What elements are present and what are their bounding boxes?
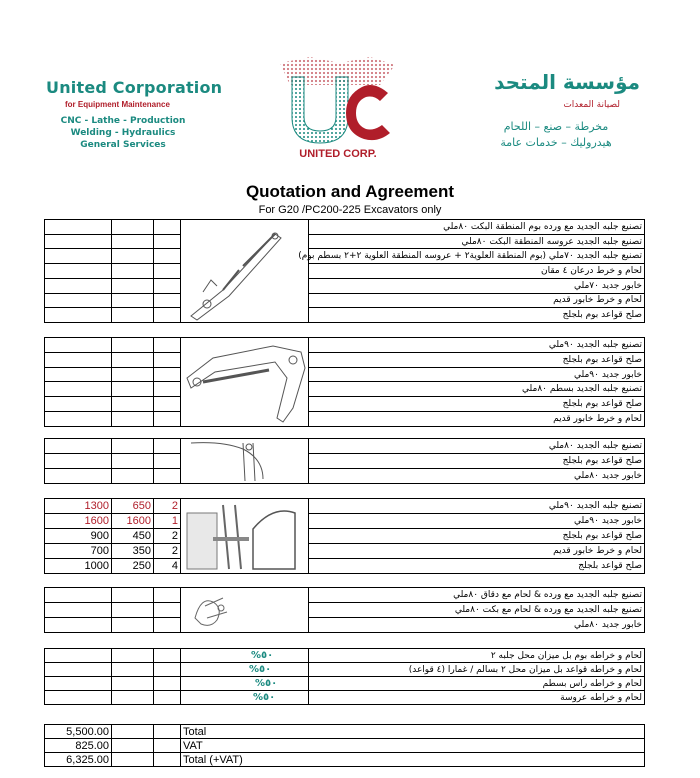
- item-description: تصنيع جلبه الجديد بسطم ٨٠ملي: [309, 382, 645, 397]
- quantity: [154, 588, 181, 603]
- quantity: [154, 249, 181, 264]
- table-row: [45, 264, 645, 279]
- unit-price: [112, 249, 154, 264]
- line-total: [45, 220, 112, 235]
- table-row: [45, 588, 645, 603]
- item-description: خابور جديد ٨٠ملي: [309, 469, 645, 484]
- item-description: تصنيع جلبه الجديد ٧٠ملي (بوم المنطقة العلوية٢ + عروسه المنطقة العلوية ٢+٢ بسطم بوم): [309, 249, 645, 264]
- quantity: [154, 338, 181, 353]
- unit-price: 350: [112, 544, 154, 559]
- quantity: [154, 382, 181, 397]
- quantity: [154, 397, 181, 412]
- table-row: [45, 544, 645, 559]
- company-name-ar: مؤسسة المتحد: [494, 70, 640, 94]
- line-total: [45, 264, 112, 279]
- line-total: 900: [45, 529, 112, 544]
- services-line-ar: مخرطة – صنع – اللحام: [503, 120, 609, 133]
- unit-price: [112, 220, 154, 235]
- table-row: [45, 499, 645, 514]
- unit-price: 450: [112, 529, 154, 544]
- total-amount: 5,500.00: [45, 725, 112, 739]
- item-description: تصنيع جلبه الجديد مع ورده بوم المنطقة البكت ٨٠ملي: [309, 220, 645, 235]
- discount-percent: %٥٠: [251, 649, 274, 661]
- discount-description: لحام و خراطه بوم بل ميزان محل جلبه ٢: [309, 649, 645, 663]
- line-total: [45, 308, 112, 323]
- quantity: [154, 293, 181, 308]
- grand-total-label: Total (+VAT): [181, 753, 645, 767]
- table-row: [45, 439, 645, 454]
- quote-section-priced: [44, 498, 645, 574]
- boom-drawing: [181, 220, 309, 323]
- line-total: [45, 382, 112, 397]
- table-row: [45, 663, 645, 677]
- item-description: تصنيع جلبه الجديد مع ورده & لحام مع دقاق ٨٠ملي: [309, 588, 645, 603]
- table-row: [45, 367, 645, 382]
- unit-price: [112, 382, 154, 397]
- discount-description: لحام و خراطه عروسة: [309, 691, 645, 705]
- line-total: 1600: [45, 514, 112, 529]
- unit-price: [112, 618, 154, 633]
- line-total: [45, 234, 112, 249]
- item-description: خابور جديد ٩٠ملي: [309, 367, 645, 382]
- line-total: [45, 367, 112, 382]
- table-row: [45, 677, 645, 691]
- discount-percent: %٥٠: [249, 663, 272, 675]
- item-description: خابور جديد ٧٠ملي: [309, 278, 645, 293]
- line-total: [45, 293, 112, 308]
- quantity: [154, 454, 181, 469]
- line-total: [45, 603, 112, 618]
- quantity: [154, 412, 181, 427]
- table-row: [45, 691, 645, 705]
- quote-section: [44, 438, 645, 484]
- line-total: [45, 352, 112, 367]
- table-row: [45, 559, 645, 574]
- line-total: [45, 338, 112, 353]
- unit-price: [112, 293, 154, 308]
- quote-section: [44, 337, 645, 427]
- quantity: 2: [154, 499, 181, 514]
- services-line-en: General Services: [80, 140, 166, 150]
- table-row: [45, 220, 645, 235]
- line-total: [45, 618, 112, 633]
- quantity: 2: [154, 544, 181, 559]
- item-description: تصنيع جلبه الجديد ٩٠ملي: [309, 338, 645, 353]
- logo-text: UNITED CORP.: [299, 148, 377, 160]
- unit-price: [112, 308, 154, 323]
- quantity: [154, 618, 181, 633]
- table-row: [45, 618, 645, 633]
- unit-price: [112, 603, 154, 618]
- table-row: [45, 293, 645, 308]
- table-row: [45, 603, 645, 618]
- quantity: [154, 469, 181, 484]
- item-description: تصنيع جلبه الجديد ٨٠ملي: [309, 439, 645, 454]
- unit-price: [112, 454, 154, 469]
- item-description: خابور جديد ٩٠ملي: [309, 514, 645, 529]
- quantity: [154, 308, 181, 323]
- discount-description: لحام و خراطه قواعد بل ميزان محل ٢ بسالم / غمارا (٤ قواعد): [309, 663, 645, 677]
- discount-description: لحام و خراطه راس بسطم: [309, 677, 645, 691]
- table-row: [45, 278, 645, 293]
- line-total: 1300: [45, 499, 112, 514]
- quote-section: [44, 219, 645, 323]
- document-subtitle: For G20 /PC200-225 Excavators only: [258, 204, 442, 216]
- vat-label: VAT: [181, 739, 645, 753]
- quantity: 1: [154, 514, 181, 529]
- table-row: [45, 234, 645, 249]
- totals-table: [44, 724, 645, 767]
- table-row: [45, 725, 645, 739]
- table-row: [45, 249, 645, 264]
- item-description: صلح قواعد بوم بلجلج: [309, 397, 645, 412]
- table-row: [45, 753, 645, 767]
- item-description: تصنيع جلبه الجديد ٩٠ملي: [309, 499, 645, 514]
- item-description: لحام و خرط خابور قديم: [309, 544, 645, 559]
- item-description: صلح قواعد بوم بلجلج: [309, 308, 645, 323]
- unit-price: [112, 264, 154, 279]
- quantity: [154, 603, 181, 618]
- unit-price: [112, 469, 154, 484]
- item-description: خابور جديد ٨٠ملي: [309, 618, 645, 633]
- table-row: [45, 529, 645, 544]
- line-total: [45, 412, 112, 427]
- table-row: [45, 469, 645, 484]
- company-subtitle-en: for Equipment Maintenance: [65, 100, 170, 109]
- company-name-en: United Corporation: [46, 78, 223, 97]
- unit-price: 1600: [112, 514, 154, 529]
- line-total: [45, 278, 112, 293]
- unit-price: [112, 338, 154, 353]
- quantity: [154, 439, 181, 454]
- item-description: صلح قواعد بوم بلجلج: [309, 529, 645, 544]
- total-label: Total: [181, 725, 645, 739]
- document-title: Quotation and Agreement: [245, 182, 455, 201]
- line-total: [45, 397, 112, 412]
- company-logo: [270, 55, 410, 165]
- services-line-en: Welding - Hydraulics: [70, 128, 176, 138]
- table-row: [45, 382, 645, 397]
- quantity: [154, 367, 181, 382]
- bucket-link-drawing: [181, 439, 309, 484]
- unit-price: [112, 234, 154, 249]
- line-total: [45, 588, 112, 603]
- quantity: 4: [154, 559, 181, 574]
- unit-price: [112, 588, 154, 603]
- quantity: 2: [154, 529, 181, 544]
- table-row: [45, 454, 645, 469]
- line-total: [45, 249, 112, 264]
- item-description: تصنيع جلبه الجديد مع ورده & لحام مع بكت ٨٠ملي: [309, 603, 645, 618]
- quantity: [154, 264, 181, 279]
- arm-drawing: [181, 338, 309, 427]
- item-description: تصنيع جلبه الجديد عروسه المنطقة البكت ٨٠ملي: [309, 234, 645, 249]
- unit-price: 250: [112, 559, 154, 574]
- services-line-ar: هيدروليك – خدمات عامة: [500, 136, 612, 149]
- unit-price: [112, 367, 154, 382]
- table-row: [45, 649, 645, 663]
- table-row: [45, 514, 645, 529]
- quantity: [154, 278, 181, 293]
- grand-total-amount: 6,325.00: [45, 753, 112, 767]
- line-total: [45, 439, 112, 454]
- table-row: [45, 412, 645, 427]
- table-row: [45, 397, 645, 412]
- discount-percent: %٥٠: [255, 677, 278, 689]
- line-total: 1000: [45, 559, 112, 574]
- unit-price: [112, 439, 154, 454]
- item-description: لحام و خرط خابور قديم: [309, 412, 645, 427]
- table-row: [45, 739, 645, 753]
- item-description: صلح قواعد بلجلج: [309, 559, 645, 574]
- unit-price: [112, 412, 154, 427]
- line-total: 700: [45, 544, 112, 559]
- line-total: [45, 454, 112, 469]
- item-description: لحام و خرط خابور قديم: [309, 293, 645, 308]
- discount-section: [44, 648, 645, 705]
- discount-percent: %٥٠: [253, 691, 276, 703]
- company-subtitle-ar: لصيانة المعدات: [563, 100, 620, 110]
- table-row: [45, 338, 645, 353]
- quantity: [154, 234, 181, 249]
- line-total: [45, 469, 112, 484]
- unit-price: [112, 352, 154, 367]
- unit-price: [112, 397, 154, 412]
- quote-section: [44, 587, 645, 633]
- table-row: [45, 308, 645, 323]
- vat-amount: 825.00: [45, 739, 112, 753]
- quantity: [154, 220, 181, 235]
- item-description: صلح قواعد بوم بلجلج: [309, 352, 645, 367]
- table-row: [45, 352, 645, 367]
- item-description: لحام و خرط درعان ٤ مقان: [309, 264, 645, 279]
- item-description: صلح قواعد بوم بلجلج: [309, 454, 645, 469]
- quantity: [154, 352, 181, 367]
- bucket-drawing: [181, 499, 309, 574]
- unit-price: 650: [112, 499, 154, 514]
- services-line-en: CNC - Lathe - Production: [60, 116, 186, 126]
- link-sketch-drawing: [181, 588, 309, 633]
- unit-price: [112, 278, 154, 293]
